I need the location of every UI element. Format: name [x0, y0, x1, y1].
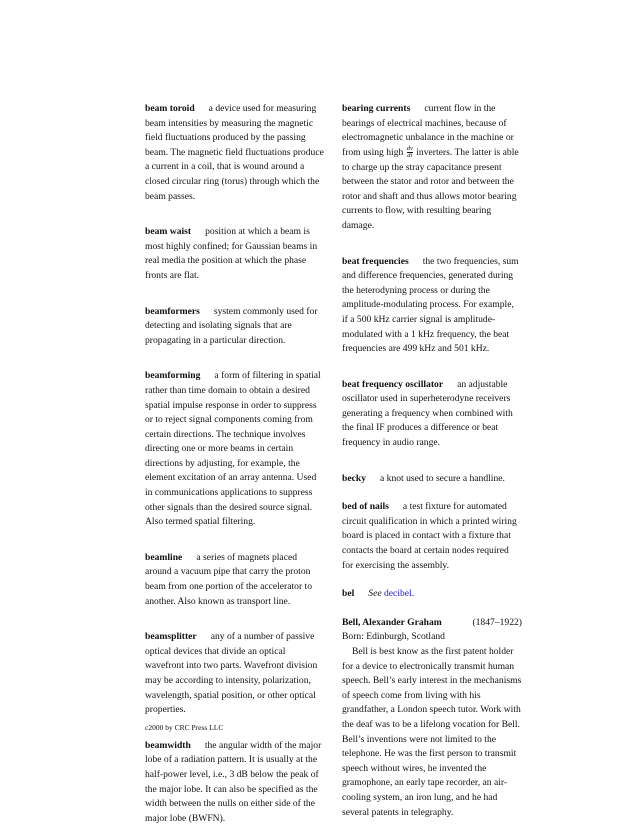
entry-term: beamforming: [145, 370, 201, 382]
bio-years: (1847–1922): [472, 616, 522, 628]
bel-period: .: [411, 588, 415, 600]
bio-heading: [342, 616, 522, 631]
entry-bel: [342, 587, 522, 602]
left-column: [145, 102, 325, 826]
entry-bell-biography: [342, 616, 522, 820]
decibel-link[interactable]: decibel: [384, 588, 412, 600]
entry-beamsplitter: [145, 630, 325, 718]
entry-term: beamwidth: [145, 739, 191, 751]
entry-becky: [342, 472, 522, 487]
fraction-numerator: dv: [406, 144, 413, 152]
entry-term: beam toroid: [145, 103, 195, 114]
entry-term: beat frequencies: [342, 255, 409, 267]
entry-definition: position at which a beam is most highly confined; for Gaussian beams in real media the position at which the phase fronts are flat.: [145, 226, 318, 281]
entry-term: bed of nails: [342, 501, 389, 513]
entry-term: bearing currents: [342, 103, 411, 114]
entry-bearing-currents: [342, 102, 522, 234]
entry-beamline: [145, 551, 325, 609]
entry-beam-toroid: [145, 102, 325, 204]
entry-beat-frequencies: [342, 255, 522, 357]
entry-term: beat frequency oscillator: [342, 378, 444, 390]
entry-beat-frequency-oscillator: [342, 378, 522, 451]
entry-term: beamline: [145, 551, 183, 563]
entry-definition: a device used for measuring beam intensities by measuring the magnetic field fluctuations produced by the passing beam. The magnetic field fluctuations produce a current in a coil, that is wound around a closed circular ring (torus) through which the beam passes.: [145, 103, 324, 202]
entry-beamforming: [145, 369, 325, 530]
dv-dt-fraction: [407, 146, 413, 160]
entry-beamwidth: [145, 739, 325, 826]
see-label: See: [368, 588, 382, 600]
entry-bed-of-nails: [342, 500, 522, 573]
entry-term: beamsplitter: [145, 631, 197, 643]
entry-beam-waist: [145, 225, 325, 283]
entry-definition: a form of filtering in spatial rather than time domain to obtain a desired spatial impulse response in order to suppress or to reject signal components coming from certain directions. The technique involves directing one or more beams in certain directions by adjusting, for example, the element excitation of an array antenna. Used in communications applications to suppress other signals than the desired source signal. Also termed spatial filtering.: [145, 370, 321, 528]
bio-born: Born: Edinburgh, Scotland: [342, 631, 445, 643]
entry-definition: any of a number of passive optical devices that divide an optical wavefront into two parts. Wavefront division may be according to intensity, polarization, wavelength, spatial position, or other optical properties.: [145, 631, 318, 716]
entry-definition: a test fixture for automated circuit qualification in which a printed wiring board is placed in contact with a fixture that contacts the board at certain nodes required for exercising the assembly.: [342, 501, 517, 571]
entry-term: bel: [342, 588, 355, 600]
entry-term: beamformers: [145, 305, 200, 317]
entry-definition: system commonly used for detecting and isolating signals that are propagating in a particular direction.: [145, 305, 318, 346]
entry-definition: an adjustable oscillator used in superheterodyne receivers generating a frequency when combined with the final IF produces a difference or beat frequency in audio range.: [342, 378, 513, 449]
entry-definition: a knot used to secure a handline.: [379, 472, 505, 484]
entry-beamformers: [145, 305, 325, 349]
bio-name: Bell, Alexander Graham: [342, 616, 442, 628]
entry-definition: the two frequencies, sum and difference frequencies, generated during the heterodyning process or during the amplitude-modulating process. For example, if a 500 kHz carrier signal is amplitude-modulated with a 1 kHz frequency, the beat frequencies are 499 kHz and 501 kHz.: [342, 255, 519, 355]
copyright-footer: c2000 by CRC Press LLC: [145, 723, 224, 732]
entry-definition: current flow in the bearings of electrical machines, because of electromagnetic unbalance in the machine or from using high: [342, 103, 514, 158]
entry-definition-continued: inverters. The latter is able to charge up the stray capacitance present between the stator and rotor and between the rotor and shaft and thus allows motor bearing currents to flow, with resulting bearing damage.: [342, 146, 519, 231]
entry-term: becky: [342, 472, 366, 484]
entry-term: beam waist: [145, 226, 192, 238]
entry-definition: a series of magnets placed around a vacuum pipe that carry the proton beam from one portion of the accelerator to another. Also known as transport line.: [145, 551, 313, 607]
right-column: [342, 102, 522, 820]
fraction-denominator: dt: [407, 152, 413, 160]
bio-paragraph: Bell is best know as the first patent holder for a device to electronically transmit human speech. Bell’s early interest in the mechanisms of speech come from living with his grandfather, a London speech tutor. Work with the deaf was to be a lifelong vocation for Bell. Bell’s inventions were not limited to the telephone. He was the first person to transmit speech without wires, he invented the gramophone, an early tape recorder, an air-cooling system, an iron lung, and he had several patents in telegraphy.: [342, 646, 522, 818]
entry-definition: the angular width of the major lobe of a radiation pattern. It is usually at the half-power level, i.e., 3 dB below the peak of the major lobe. It can also be specified as the width between the nulls on either side of the major lobe (BWFN).: [145, 739, 322, 824]
